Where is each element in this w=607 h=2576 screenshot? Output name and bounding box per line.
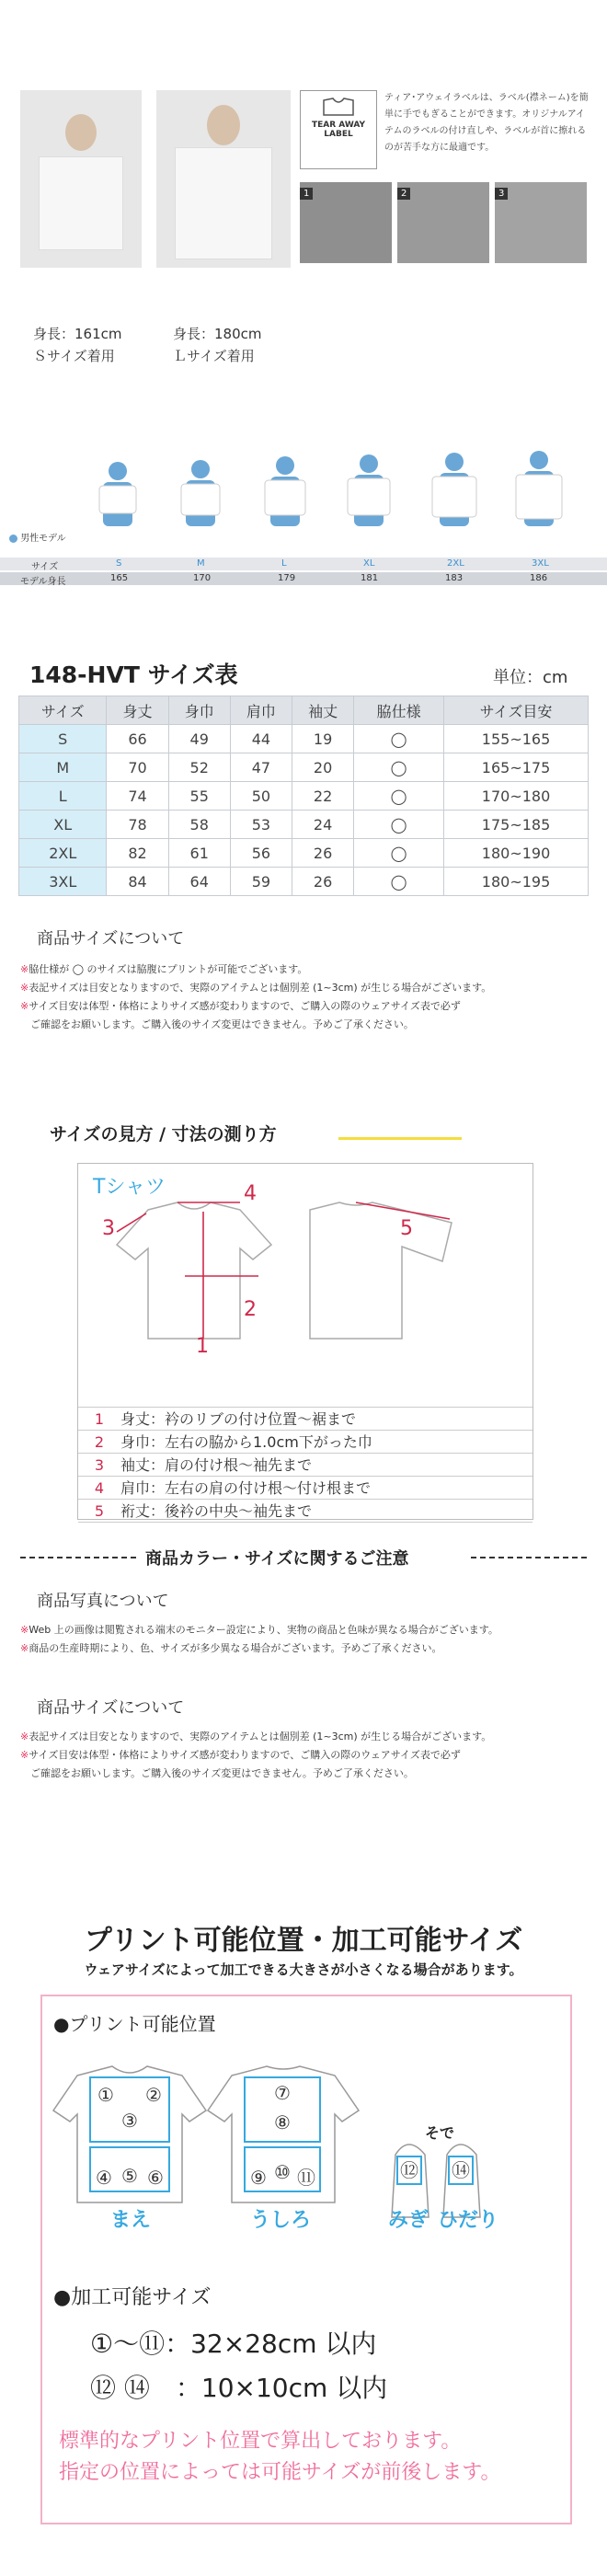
photo-notes: ※Web 上の画像は閲覧される端末のモニター設定により、実物の商品と色味が異なる場合がございます。 ※商品の生産時期により、色、サイズが多少異なる場合がございます。予めご了承ください。 <box>20 1624 498 1654</box>
pos-2: ② <box>145 2084 162 2106</box>
list-item: 2 身巾：左右の脇から1.0cm下がった巾 <box>78 1430 533 1453</box>
print-note-1: 標準的なプリント位置で算出しております。 <box>59 2430 462 2453</box>
measure-num-3: 3 <box>102 1217 115 1240</box>
pos-10: ⑩ <box>274 2161 291 2183</box>
print-subtitle: ウェアサイズによって加工できる大きさが小さくなる場合があります。 <box>84 1961 523 1978</box>
measure-diagram <box>77 1163 533 1520</box>
tshirt-measure-icon <box>78 1164 533 1348</box>
list-item: 1 身丈：衿のリブの付け位置～裾まで <box>78 1407 533 1430</box>
size-table <box>18 696 589 896</box>
tear-away-step-1: 1 <box>300 182 392 263</box>
fit-height-row: モデル身長 165 170 179 181 183 186 <box>0 572 607 585</box>
caution-heading: 商品カラー・サイズに関するご注意 <box>145 1549 409 1569</box>
tear-away-step-3: 3 <box>495 182 587 263</box>
back-label: うしろ <box>250 2209 312 2232</box>
caution-divider-right <box>471 1557 587 1558</box>
model-photo-female <box>20 90 142 268</box>
table-row: 2XL 82 61 56 26 ◯ 180~190 <box>19 839 589 868</box>
size-table-title: 148-HVT サイズ表 <box>29 661 238 688</box>
measure-list <box>78 1407 533 1523</box>
caution-size-notes: ※表記サイズは目安となりますので、実際のアイテムとは個別差 (1~3cm) が生じる場合がございます。 ※サイズ目安は体型・体格によりサイズ感が変わりますので、ご購入の際のウェアサイズ表で必ず ご確認をお願いします。ご購入後のサイズ変更はできません。予めご了承ください。 <box>20 1731 492 1779</box>
print-pos-heading: ●プリント可能位置 <box>53 2013 216 2035</box>
model-male-size: Ｌサイズ着用 <box>173 348 255 364</box>
measure-subtitle: Tシャツ <box>93 1176 166 1199</box>
pos-5: ⑤ <box>121 2165 138 2187</box>
pos-1: ① <box>97 2084 114 2106</box>
pos-7: ⑦ <box>274 2082 291 2104</box>
print-size-heading: ●加工可能サイズ <box>53 2286 212 2309</box>
print-size-line-2: ⑫ ⑭ ：10×10cm 以内 <box>90 2373 388 2403</box>
tear-away-subtitle: LABEL <box>324 130 353 139</box>
fit-comparison <box>0 432 607 558</box>
measure-num-2: 2 <box>244 1298 257 1321</box>
table-row: M 70 52 47 20 ◯ 165~175 <box>19 753 589 782</box>
front-label: まえ <box>110 2209 152 2232</box>
pos-4: ④ <box>96 2167 112 2189</box>
table-row: S 66 49 44 19 ◯ 155~165 <box>19 725 589 753</box>
print-size-line-1: ①～⑪：32×28cm 以内 <box>90 2329 377 2359</box>
photo-notes-heading: 商品写真について <box>37 1592 169 1611</box>
print-note-2: 指定の位置によっては可能サイズが前後します。 <box>59 2461 501 2484</box>
measure-num-1: 1 <box>196 1335 209 1358</box>
caution-size-heading: 商品サイズについて <box>37 1698 185 1718</box>
pos-12: ⑫ <box>400 2159 418 2181</box>
list-item: 5 裄丈：後衿の中央～袖先まで <box>78 1499 533 1523</box>
tear-away-step-2: 2 <box>397 182 489 263</box>
size-notes-heading: 商品サイズについて <box>37 929 185 949</box>
pos-14: ⑭ <box>452 2159 470 2181</box>
table-row: L 74 55 50 22 ◯ 170~180 <box>19 782 589 811</box>
right-sleeve-label: みぎ <box>388 2209 429 2232</box>
size-table-unit: 単位：cm <box>493 668 568 687</box>
measure-heading: サイズの見方 / 寸法の測り方 <box>50 1124 277 1144</box>
tshirt-collar-icon <box>320 97 357 117</box>
table-row: 3XL 84 64 59 26 ◯ 180~195 <box>19 868 589 896</box>
model-female-height: 身長：161cm <box>33 326 122 342</box>
pos-8: ⑧ <box>274 2111 291 2133</box>
fit-silhouettes <box>0 432 607 558</box>
caution-divider-left <box>20 1557 136 1558</box>
model-photo-male <box>156 90 291 268</box>
print-box <box>40 1995 572 2524</box>
print-title: プリント可能位置・加工可能サイズ <box>84 1925 523 1957</box>
size-table-header: サイズ 身丈 身巾 肩巾 袖丈 脇仕様 サイズ目安 <box>19 696 589 725</box>
model-female-size: Ｓサイズ着用 <box>33 348 115 364</box>
male-model-legend: 男性モデル <box>9 530 66 544</box>
model-male-height: 身長：180cm <box>173 326 262 342</box>
measure-num-5: 5 <box>400 1217 413 1240</box>
table-row: XL 78 58 53 24 ◯ 175~185 <box>19 811 589 839</box>
pos-6: ⑥ <box>147 2167 164 2189</box>
measure-heading-underline <box>338 1137 462 1140</box>
tear-away-title: TEAR AWAY <box>311 121 366 130</box>
person-icon <box>9 535 17 543</box>
pos-3: ③ <box>121 2110 138 2132</box>
pos-9: ⑨ <box>250 2167 267 2189</box>
tear-away-description: ティア･アウェイラベルは、ラベル(襟ネーム)を簡単に手でもぎることができます。オリジナルアイテムのラベルの付け直しや、ラベルが首に擦れるのが苦手な方に最適です。 <box>384 93 589 153</box>
size-notes: ※脇仕様が ◯ のサイズは脇腹にプリントが可能でございます。 ※表記サイズは目安となりますので、実際のアイテムとは個別差 (1~3cm) が生じる場合がございます。 ※サイズ目安は体型・体格によりサイズ感が変わりますので、ご購入の際のウェアサイズ表で必ず ご確認をお願いします。ご購入後のサイズ変更はできません。予めご了承ください。 <box>20 963 492 1030</box>
pos-11: ⑪ <box>297 2167 315 2189</box>
measure-num-4: 4 <box>244 1182 257 1205</box>
tear-away-label-icon <box>300 90 377 169</box>
fit-size-row: サイズ S M L XL 2XL 3XL <box>0 558 607 570</box>
left-sleeve-label: ひだり <box>438 2209 499 2232</box>
list-item: 3 袖丈：肩の付け根～袖先まで <box>78 1453 533 1476</box>
sleeve-label: そで <box>425 2124 455 2142</box>
list-item: 4 肩巾：左右の肩の付け根～付け根まで <box>78 1476 533 1499</box>
